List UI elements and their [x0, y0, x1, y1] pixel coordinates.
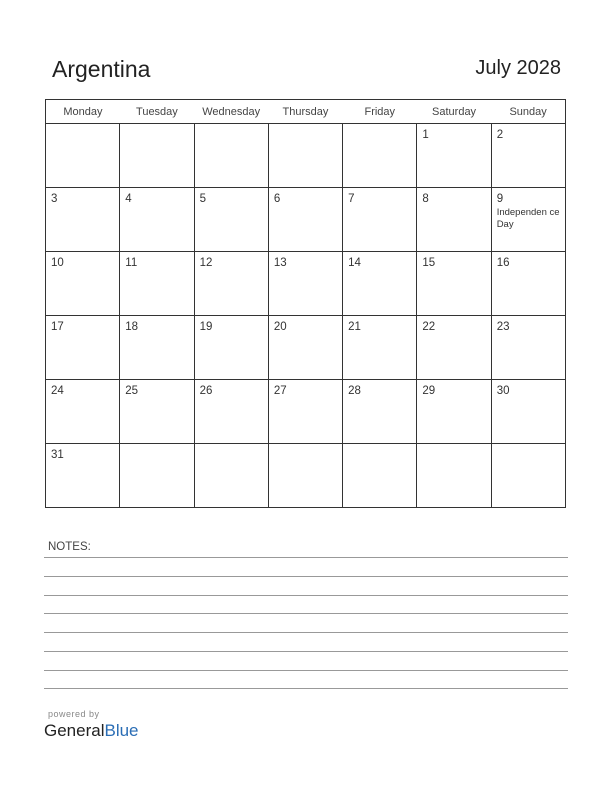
day-cell: [268, 380, 342, 444]
day-number: 15: [422, 257, 436, 269]
day-number: 9: [496, 193, 504, 205]
day-cell: [194, 380, 268, 444]
day-cell: [491, 252, 565, 316]
day-cell: [120, 124, 194, 188]
day-cell: [417, 124, 491, 188]
weekday-header: Monday: [46, 100, 120, 124]
day-number: 26: [199, 385, 213, 397]
day-cell: [417, 444, 491, 508]
day-cell: [343, 124, 417, 188]
day-number: 18: [125, 321, 139, 333]
note-line: [44, 670, 568, 671]
day-number: 13: [273, 257, 287, 269]
day-number: 27: [273, 385, 287, 397]
day-number: 22: [422, 321, 436, 333]
day-cell: [268, 316, 342, 380]
day-cell: [268, 252, 342, 316]
day-cell: [343, 252, 417, 316]
week-row: [46, 380, 566, 444]
day-cell: [343, 444, 417, 508]
day-number: 5: [199, 193, 206, 205]
day-cell: [120, 188, 194, 252]
day-number: 29: [422, 385, 436, 397]
day-cell: [343, 380, 417, 444]
month-year-title: July 2028: [475, 57, 561, 79]
day-number: 25: [125, 385, 139, 397]
day-number: 24: [51, 385, 64, 397]
day-cell: [46, 188, 120, 252]
day-number: 20: [273, 321, 287, 333]
brand-general-text: General: [44, 721, 105, 740]
day-number: 12: [199, 257, 213, 269]
day-number: 8: [422, 193, 429, 205]
day-number: 31: [51, 449, 64, 461]
day-number: 28: [348, 385, 361, 397]
weekday-header-row: [46, 100, 566, 124]
day-number: 6: [273, 193, 281, 205]
day-cell: [46, 124, 120, 188]
day-number: 23: [496, 321, 510, 333]
day-number: 7: [348, 193, 355, 205]
generalblue-logo: [44, 721, 139, 741]
week-row: [46, 124, 566, 188]
day-cell: [268, 124, 342, 188]
note-line: [44, 688, 568, 689]
day-cell: [120, 380, 194, 444]
day-cell: [46, 252, 120, 316]
week-row: [46, 444, 566, 508]
day-cell: [268, 188, 342, 252]
weekday-header: Friday: [343, 100, 417, 124]
day-number: 10: [51, 257, 64, 269]
brand-blue-text: Blue: [104, 721, 139, 740]
day-number: 11: [125, 257, 138, 269]
week-row: [46, 188, 566, 252]
day-cell: [417, 188, 491, 252]
day-cell: [343, 316, 417, 380]
day-cell: [46, 316, 120, 380]
weekday-header: Saturday: [417, 100, 491, 124]
day-cell: [417, 252, 491, 316]
weekday-header: Wednesday: [194, 100, 268, 124]
week-row: [46, 316, 566, 380]
day-cell: [491, 316, 565, 380]
day-number: 17: [51, 321, 64, 333]
holiday-label: Independen ce Day: [496, 207, 560, 230]
day-cell: [194, 444, 268, 508]
day-cell: [491, 380, 565, 444]
day-number: 16: [496, 257, 510, 269]
day-cell: [417, 316, 491, 380]
day-number: 1: [422, 129, 429, 141]
day-number: 21: [348, 321, 361, 333]
day-cell: [491, 124, 565, 188]
day-number: 14: [348, 257, 361, 269]
day-cell: [46, 380, 120, 444]
note-line: [44, 613, 568, 614]
weekday-header: Sunday: [491, 100, 565, 124]
day-number: 4: [125, 193, 132, 205]
note-line: [44, 557, 568, 558]
day-number: 2: [496, 129, 504, 141]
day-cell: [120, 252, 194, 316]
day-cell: [343, 188, 417, 252]
country-title: Argentina: [52, 56, 151, 82]
powered-by-text: powered by: [48, 709, 100, 719]
note-line: [44, 576, 568, 577]
day-cell: [268, 444, 342, 508]
note-line: [44, 595, 568, 596]
day-cell: [194, 252, 268, 316]
weekday-header: Thursday: [268, 100, 342, 124]
day-cell: [120, 444, 194, 508]
note-line: [44, 651, 568, 652]
day-cell: [46, 444, 120, 508]
day-number: 19: [199, 321, 213, 333]
weekday-header: Tuesday: [120, 100, 194, 124]
day-number: 3: [51, 193, 58, 205]
day-cell: [120, 316, 194, 380]
notes-label: NOTES:: [48, 541, 91, 553]
day-cell: [194, 188, 268, 252]
day-cell: [491, 188, 565, 252]
note-line: [44, 632, 568, 633]
day-number: 30: [496, 385, 510, 397]
day-cell: [194, 124, 268, 188]
day-cell: [194, 316, 268, 380]
week-row: [46, 252, 566, 316]
day-cell: [417, 380, 491, 444]
day-cell: [491, 444, 565, 508]
calendar-grid: [45, 99, 566, 508]
